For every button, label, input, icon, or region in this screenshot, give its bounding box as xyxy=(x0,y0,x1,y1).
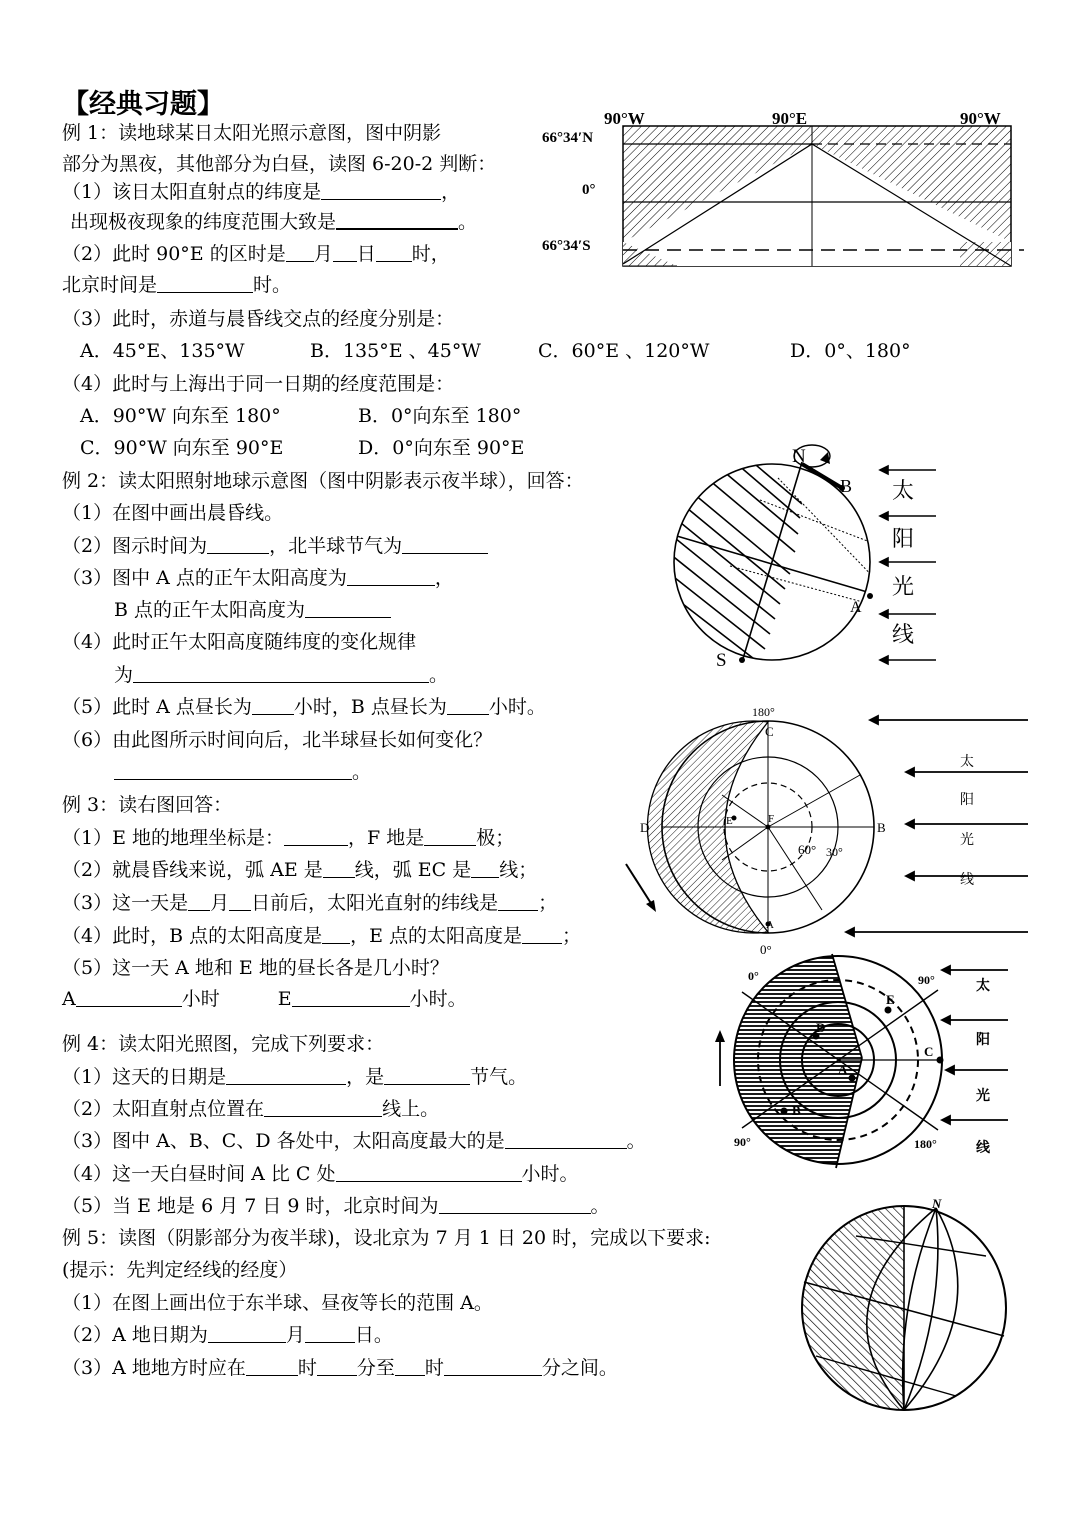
ex1-q2b: 北京时间是 时。 xyxy=(62,274,292,296)
ex1-illumination-map xyxy=(536,104,1024,272)
label-30-degree: 30° xyxy=(826,845,843,859)
label-0: 0° xyxy=(748,969,759,983)
sunlight-label-3: 光 xyxy=(892,574,915,599)
answer-blank[interactable] xyxy=(439,1195,591,1214)
label-arctic-circle: 66°34′N xyxy=(542,130,594,146)
night-region-left xyxy=(623,144,812,242)
ex2-q3b: B 点的正午太阳高度为 xyxy=(114,598,391,622)
ex1-q4-option-b: B．0°向东至 180° xyxy=(358,405,522,427)
ex1-q4-option-d: D．0°向东至 90°E xyxy=(358,437,525,459)
answer-blank[interactable] xyxy=(133,664,429,683)
sunlight-label-3: 光 xyxy=(960,833,974,848)
ex3-polar-figure xyxy=(622,700,1032,958)
label-e: E xyxy=(886,992,895,1007)
sunlight-label-1: 太 xyxy=(892,478,915,503)
ex3-q4: （4）此时，B 点的太阳高度是 ，E 点的太阳高度是 ； xyxy=(62,925,582,947)
ex1-q1a: （1）该日太阳直射点的纬度是 ， xyxy=(62,181,461,203)
answer-blank[interactable] xyxy=(305,599,391,618)
answer-blank[interactable] xyxy=(188,892,210,911)
label-c: C xyxy=(924,1044,934,1059)
label-s: S xyxy=(716,650,727,671)
label-90-top: 90° xyxy=(918,973,935,987)
label-c: C xyxy=(765,724,774,739)
answer-blank[interactable] xyxy=(286,243,314,262)
label-180: 180° xyxy=(914,1137,937,1151)
sunlight-label-1: 太 xyxy=(976,979,990,994)
answer-blank[interactable] xyxy=(226,1066,346,1085)
sunlight-label-1: 太 xyxy=(960,755,974,770)
label-a: A xyxy=(850,599,862,616)
answer-blank[interactable] xyxy=(284,827,348,846)
label-n: N xyxy=(932,1196,942,1211)
ex1-q3-option-b: B．135°E 、45°W xyxy=(310,340,481,362)
night-hemisphere xyxy=(796,1196,904,1418)
label-90e: 90°E xyxy=(772,109,808,128)
answer-blank[interactable] xyxy=(444,1357,542,1376)
ex1-line2: 部分为黑夜，其他部分为白昼，读图 6-20-2 判断： xyxy=(62,153,497,175)
point-a xyxy=(867,593,873,599)
answer-blank[interactable] xyxy=(114,761,352,780)
ex4-q3: （3）图中 A、B、C、D 各处中，太阳高度最大的是 。 xyxy=(62,1130,646,1152)
ex4-q2: （2）太阳直射点位置在 线上。 xyxy=(62,1098,440,1120)
label-b: B xyxy=(792,1103,801,1118)
night-region-right xyxy=(812,144,1011,242)
label-b: B xyxy=(877,820,886,835)
answer-blank[interactable] xyxy=(424,827,476,846)
ex5-q3: （3）A 地地方时应在 时 分至 时 分之间。 xyxy=(62,1357,618,1379)
ex2-q2: （2）图示时间为 ，北半球节气为 xyxy=(62,534,488,558)
label-90w-left: 90°W xyxy=(604,109,645,128)
answer-blank[interactable] xyxy=(376,243,412,262)
answer-blank[interactable] xyxy=(395,1357,425,1376)
ex1-q4-option-a: A．90°W 向东至 180° xyxy=(80,405,281,427)
ex3-q3: （3）这一天是 月 日前后，太阳光直射的纬线是 ； xyxy=(62,892,558,914)
rotation-arrow xyxy=(626,864,654,908)
label-a: A xyxy=(838,1062,848,1077)
sunlight-label-2: 阳 xyxy=(892,526,915,551)
ex1-q3-option-c: C．60°E 、120°W xyxy=(538,340,710,362)
answer-blank[interactable] xyxy=(498,892,538,911)
answer-blank[interactable] xyxy=(384,1066,470,1085)
ex5-q1: （1）在图上画出位于东半球、昼夜等长的范围 A。 xyxy=(62,1292,493,1314)
ex2-heading: 例 2：读太阳照射地球示意图（图中阴影表示夜半球），回答： xyxy=(62,470,584,492)
ex1-q3: （3）此时，赤道与晨昏线交点的经度分别是： xyxy=(62,308,455,330)
ex1-line1: 例 1：读地球某日太阳光照示意图，图中阴影 xyxy=(62,122,442,144)
answer-blank[interactable] xyxy=(336,1163,522,1182)
ex4-polar-figure xyxy=(712,948,1012,1170)
label-a: A xyxy=(766,919,774,931)
ex1-q4-option-c: C．90°W 向东至 90°E xyxy=(80,437,284,459)
ex3-q2: （2）就晨昏线来说，弧 AE 是 线，弧 EC 是 线； xyxy=(62,859,538,881)
ex2-q4a: （4）此时正午太阳高度随纬度的变化规律 xyxy=(62,631,417,653)
sunlight-label-2: 阳 xyxy=(960,793,974,808)
sunlight-label-4: 线 xyxy=(892,622,915,647)
label-equator: 0° xyxy=(582,182,596,198)
ex1-q1b: 出现极夜现象的纬度范围大致是 。 xyxy=(70,211,478,233)
answer-blank[interactable] xyxy=(333,243,357,262)
answer-blank[interactable] xyxy=(402,535,488,554)
ex5-q2: （2）A 地日期为 月 日。 xyxy=(62,1324,393,1346)
label-90w-right: 90°W xyxy=(960,109,1001,128)
ex1-q3-option-a: A．45°E、135°W xyxy=(80,340,245,362)
answer-blank[interactable] xyxy=(317,1357,357,1376)
ex1-q4: （4）此时与上海出于同一日期的经度范围是： xyxy=(62,373,455,395)
answer-blank[interactable] xyxy=(323,859,355,878)
ex2-globe-figure xyxy=(670,434,942,674)
ex5-heading: 例 5：读图（阴影部分为夜半球)，设北京为 7 月 1 日 20 时，完成以下要求: xyxy=(62,1227,711,1249)
answer-blank[interactable] xyxy=(252,696,294,715)
ex2-q6-answer: 。 xyxy=(114,760,371,784)
answer-blank[interactable] xyxy=(522,925,562,944)
ex2-q1: （1）在图中画出晨昏线。 xyxy=(62,502,284,524)
ex4-heading: 例 4：读太阳光照图，完成下列要求： xyxy=(62,1033,385,1055)
answer-blank[interactable] xyxy=(322,925,350,944)
answer-blank[interactable] xyxy=(246,1357,298,1376)
ex1-q3-option-d: D．0°、180° xyxy=(790,340,911,362)
ex3-answer-row: A 小时 E 小时。 xyxy=(62,988,467,1010)
label-d: D xyxy=(816,1020,826,1035)
ex4-q1: （1）这天的日期是 ，是 节气。 xyxy=(62,1066,528,1088)
ex4-q4: （4）这一天白昼时间 A 比 C 处 小时。 xyxy=(62,1163,579,1185)
ex2-q3a: （3）图中 A 点的正午太阳高度为 ， xyxy=(62,567,454,589)
polar-night-band xyxy=(623,126,1011,144)
label-90-bottom: 90° xyxy=(734,1135,751,1149)
label-e: E xyxy=(726,815,733,827)
ex1-q2a: （2）此时 90°E 的区时是 月 日 时， xyxy=(62,243,450,265)
answer-blank[interactable] xyxy=(229,892,251,911)
ex3-q1: （1）E 地的地理坐标是： ，F 地是 极； xyxy=(62,827,515,849)
sunlight-label-3: 光 xyxy=(976,1089,990,1104)
label-0: 0° xyxy=(760,942,772,957)
ex4-q5: （5）当 E 地是 6 月 7 日 9 时，北京时间为 。 xyxy=(62,1195,610,1217)
ex3-heading: 例 3：读右图回答： xyxy=(62,794,233,816)
earth-axis xyxy=(742,462,802,662)
answer-blank[interactable] xyxy=(347,567,435,586)
sunlight-label-2: 阳 xyxy=(976,1033,990,1048)
answer-blank[interactable] xyxy=(292,988,410,1007)
answer-blank[interactable] xyxy=(305,1324,355,1343)
ex2-q4b: 为 。 xyxy=(114,664,449,686)
answer-blank[interactable] xyxy=(264,1098,382,1117)
sunlight-label-4: 线 xyxy=(976,1141,990,1156)
answer-blank[interactable] xyxy=(76,988,182,1007)
label-180: 180° xyxy=(752,705,775,719)
answer-blank[interactable] xyxy=(208,1324,286,1343)
label-b: B xyxy=(840,476,853,496)
ex2-q5: （5）此时 A 点昼长为 小时，B 点昼长为 小时。 xyxy=(62,696,546,718)
label-60-degree: 60° xyxy=(798,842,817,857)
answer-blank[interactable] xyxy=(321,181,441,200)
ex2-q6: （6）由此图所示时间向后，北半球昼长如何变化？ xyxy=(62,729,493,751)
answer-blank[interactable] xyxy=(447,696,489,715)
answer-blank[interactable] xyxy=(207,535,269,554)
answer-blank[interactable] xyxy=(471,859,499,878)
answer-blank[interactable] xyxy=(505,1130,627,1149)
label-antarctic-circle: 66°34′S xyxy=(542,238,591,254)
ex5-hint: (提示：先判定经线的经度） xyxy=(62,1259,298,1281)
label-f: F xyxy=(768,813,775,825)
ex3-q5: （5）这一天 A 地和 E 地的昼长各是几小时？ xyxy=(62,957,449,979)
label-n: N xyxy=(792,446,806,467)
answer-blank[interactable] xyxy=(336,210,458,230)
answer-blank[interactable] xyxy=(157,274,253,293)
label-d: D xyxy=(640,820,650,835)
polar-arc xyxy=(802,464,842,488)
ex5-globe-figure xyxy=(796,1196,1012,1418)
page-heading: 【经典习题】 xyxy=(62,89,224,120)
sunlight-label-4: 线 xyxy=(960,873,974,888)
